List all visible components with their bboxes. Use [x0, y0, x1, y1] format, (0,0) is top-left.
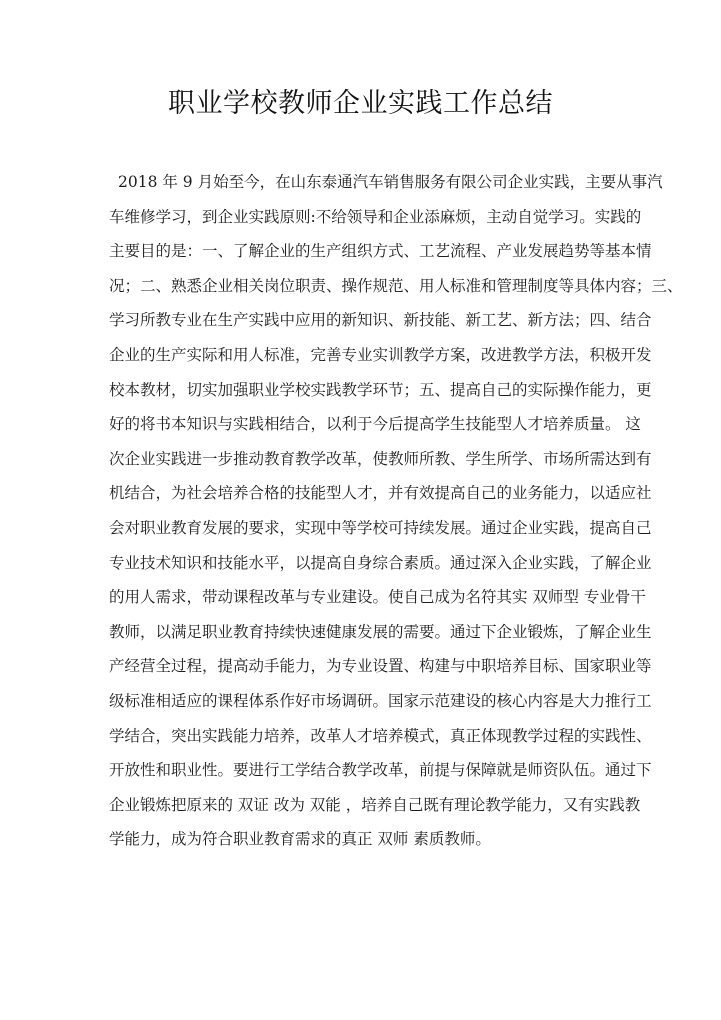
body-line: 车维修学习，到企业实践原则:不给领导和企业添麻烦，主动自觉学习。实践的: [109, 207, 642, 226]
body-line: 2018 年 9 月始至今，在山东泰通汽车销售服务有限公司企业实践，主要从事汽: [118, 173, 663, 191]
body-line: 学能力，成为符合职业教育需求的真正 双师 素质教师。: [109, 830, 491, 849]
body-line: 企业的生产实际和用人标准，完善专业实训教学方案，改进教学方法，积极开发: [109, 345, 652, 364]
body-line: 开放性和职业性。要进行工学结合教学改革，前提与保障就是师资队伍。通过下: [109, 761, 652, 780]
document-body: [109, 165, 683, 857]
body-line: 级标准相适应的课程体系作好市场调研。国家示范建设的核心内容是大力推行工: [109, 691, 652, 710]
body-line: 况；二、熟悉企业相关岗位职责、操作规范、用人标准和管理制度等具体内容；三、: [109, 276, 683, 295]
body-line: 专业技术知识和技能水平，以提高自身综合素质。通过深入企业实践，了解企业: [109, 553, 652, 572]
body-line: 学结合，突出实践能力培养，改革人才培养模式，真正体现教学过程的实践性、: [109, 726, 652, 745]
body-line: 校本教材，切实加强职业学校实践教学环节；五、提高自己的实际操作能力，更: [109, 380, 652, 399]
body-line: 主要目的是：一、了解企业的生产组织方式、工艺流程、产业发展趋势等基本情: [109, 242, 652, 261]
body-line: 教师，以满足职业教育持续快速健康发展的需要。通过下企业锻炼，了解企业生: [109, 622, 652, 641]
body-line: 会对职业教育发展的要求，实现中等学校可持续发展。通过企业实践，提高自己: [109, 518, 652, 537]
body-line: 好的将书本知识与实践相结合，以利于今后提高学生技能型人才培养质量。 这: [109, 415, 641, 434]
body-line: 的用人需求，带动课程改革与专业建设。使自己成为名符其实 双师型 专业骨干: [109, 588, 646, 607]
body-line: 机结合，为社会培养合格的技能型人才，并有效提高自己的业务能力，以适应社: [109, 484, 652, 503]
body-line: 学习所教专业在生产实践中应用的新知识、新技能、新工艺、新方法；四、结合: [109, 311, 652, 330]
document-title: 职业学校教师企业实践工作总结: [168, 88, 553, 119]
body-line: 产经营全过程，提高动手能力，为专业设置、构建与中职培养目标、国家职业等: [109, 657, 652, 676]
body-line: 次企业实践进一步推动教育教学改革，使教师所教、学生所学、市场所需达到有: [109, 449, 652, 468]
body-line: 企业锻炼把原来的 双证 改为 双能 ，培养自己既有理论教学能力，又有实践教: [109, 795, 641, 814]
